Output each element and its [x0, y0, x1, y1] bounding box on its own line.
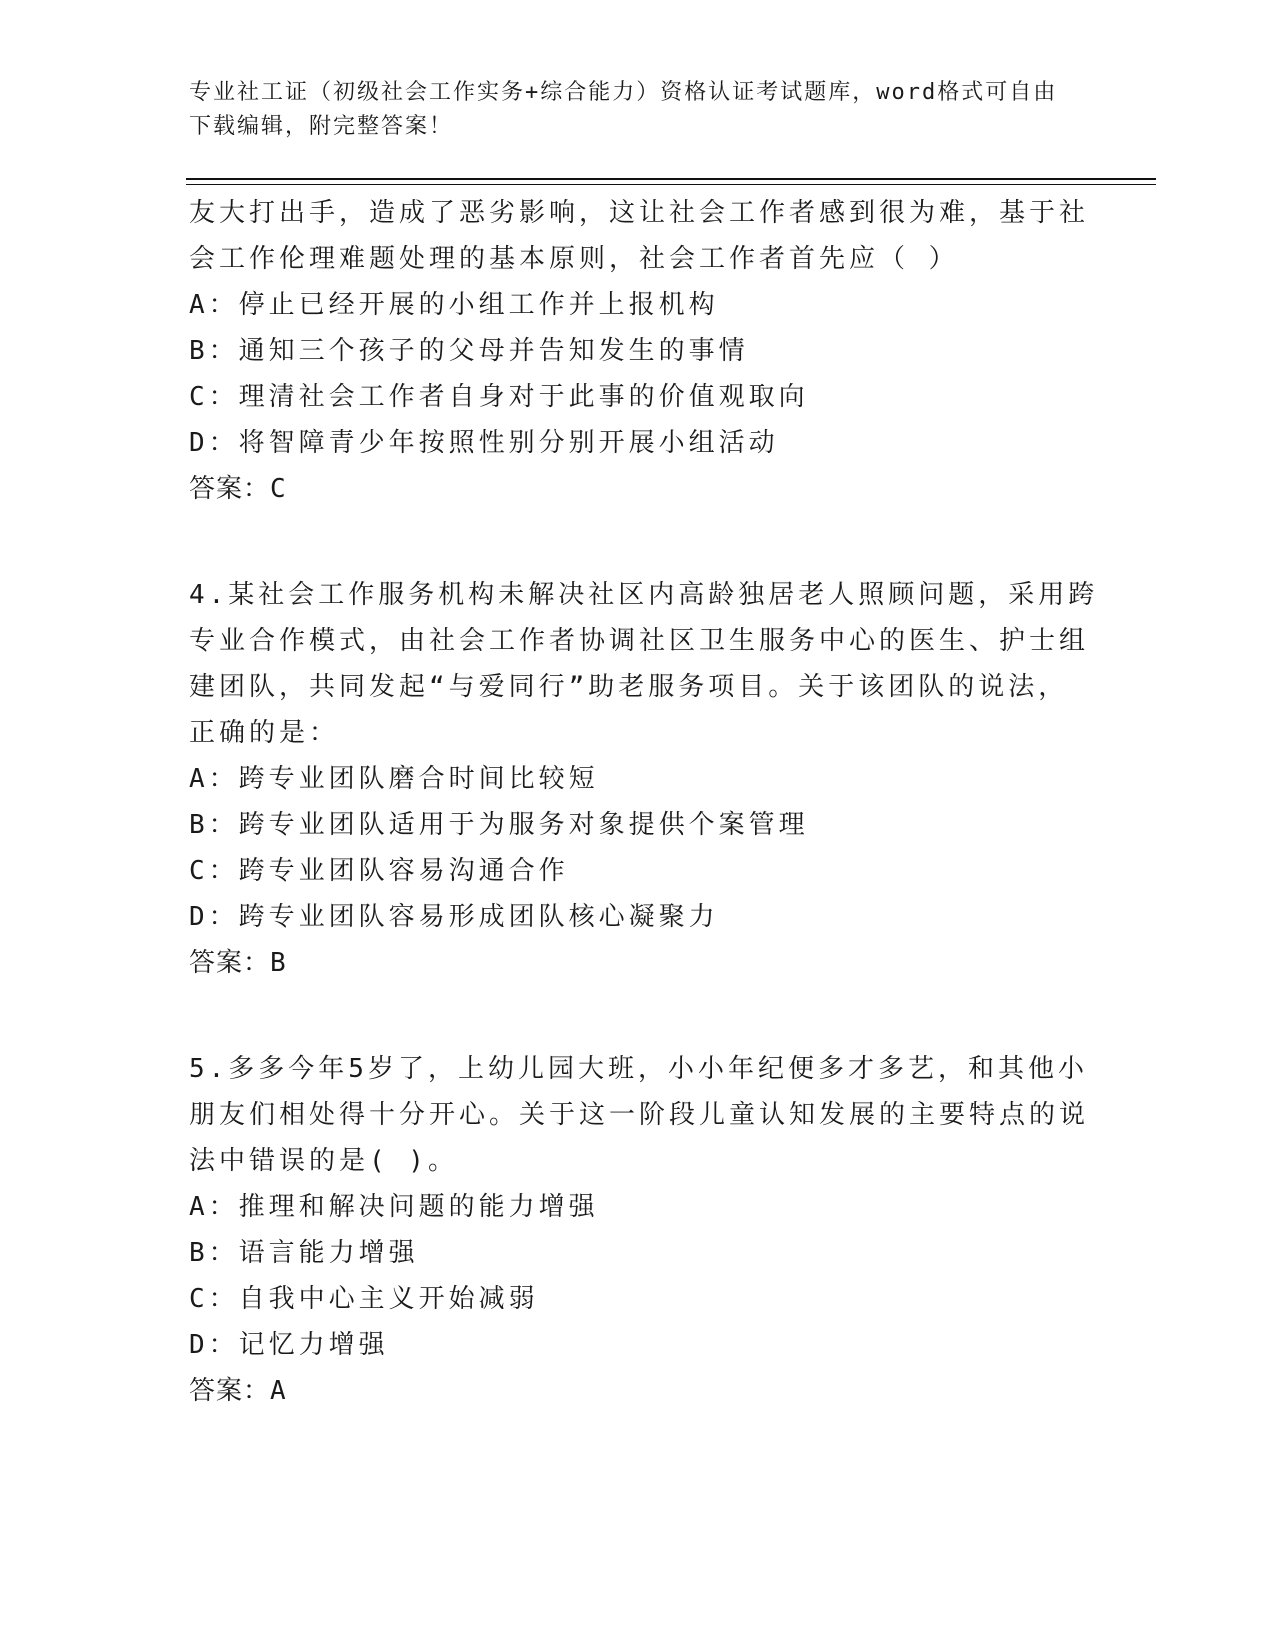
question-stem-line: 专业合作模式，由社会工作者协调社区卫生服务中心的医生、护士组: [189, 626, 1090, 656]
answer-line: 答案：B: [189, 948, 287, 978]
header-divider-thick: [186, 178, 1156, 180]
option-c: C：理清社会工作者自身对于此事的价值观取向: [189, 382, 809, 412]
question-stem-line: 友大打出手，造成了恶劣影响，这让社会工作者感到很为难，基于社: [189, 198, 1090, 228]
answer-line: 答案：A: [189, 1376, 287, 1406]
question-stem-line: 5.多多今年5岁了，上幼儿园大班，小小年纪便多才多艺，和其他小: [189, 1054, 1088, 1084]
option-d: D：将智障青少年按照性别分别开展小组活动: [189, 428, 779, 458]
header-line-2: 下载编辑，附完整答案！: [189, 114, 454, 139]
question-stem-line: 会工作伦理难题处理的基本原则，社会工作者首先应（ ）: [189, 244, 959, 274]
question-block: [189, 1046, 1089, 1414]
option-a: A：跨专业团队磨合时间比较短: [189, 764, 599, 794]
option-c: C：自我中心主义开始减弱: [189, 1284, 539, 1314]
option-d: D：记忆力增强: [189, 1330, 389, 1360]
question-list: [189, 190, 1099, 1414]
question-stem-line: 法中错误的是( )。: [189, 1146, 458, 1176]
question-stem-line: 朋友们相处得十分开心。关于这一阶段儿童认知发展的主要特点的说: [189, 1100, 1090, 1130]
option-b: B：跨专业团队适用于为服务对象提供个案管理: [189, 810, 809, 840]
option-b: B：语言能力增强: [189, 1238, 419, 1268]
answer-line: 答案：C: [189, 474, 287, 504]
question-block: [189, 190, 1089, 512]
option-d: D：跨专业团队容易形成团队核心凝聚力: [189, 902, 719, 932]
question-stem-line: 建团队，共同发起“与爱同行”助老服务项目。关于该团队的说法，: [189, 672, 1069, 702]
header-line-1: 专业社工证（初级社会工作实务+综合能力）资格认证考试题库，word格式可自由: [189, 80, 1058, 105]
option-c: C：跨专业团队容易沟通合作: [189, 856, 569, 886]
header-divider-thin: [186, 184, 1156, 185]
question-block: [189, 572, 1099, 986]
option-a: A：推理和解决问题的能力增强: [189, 1192, 599, 1222]
option-b: B：通知三个孩子的父母并告知发生的事情: [189, 336, 749, 366]
document-header: [189, 76, 1089, 144]
option-a: A：停止已经开展的小组工作并上报机构: [189, 290, 719, 320]
question-stem-line: 4.某社会工作服务机构未解决社区内高龄独居老人照顾问题，采用跨: [189, 580, 1099, 610]
question-stem-line: 正确的是：: [189, 718, 340, 748]
